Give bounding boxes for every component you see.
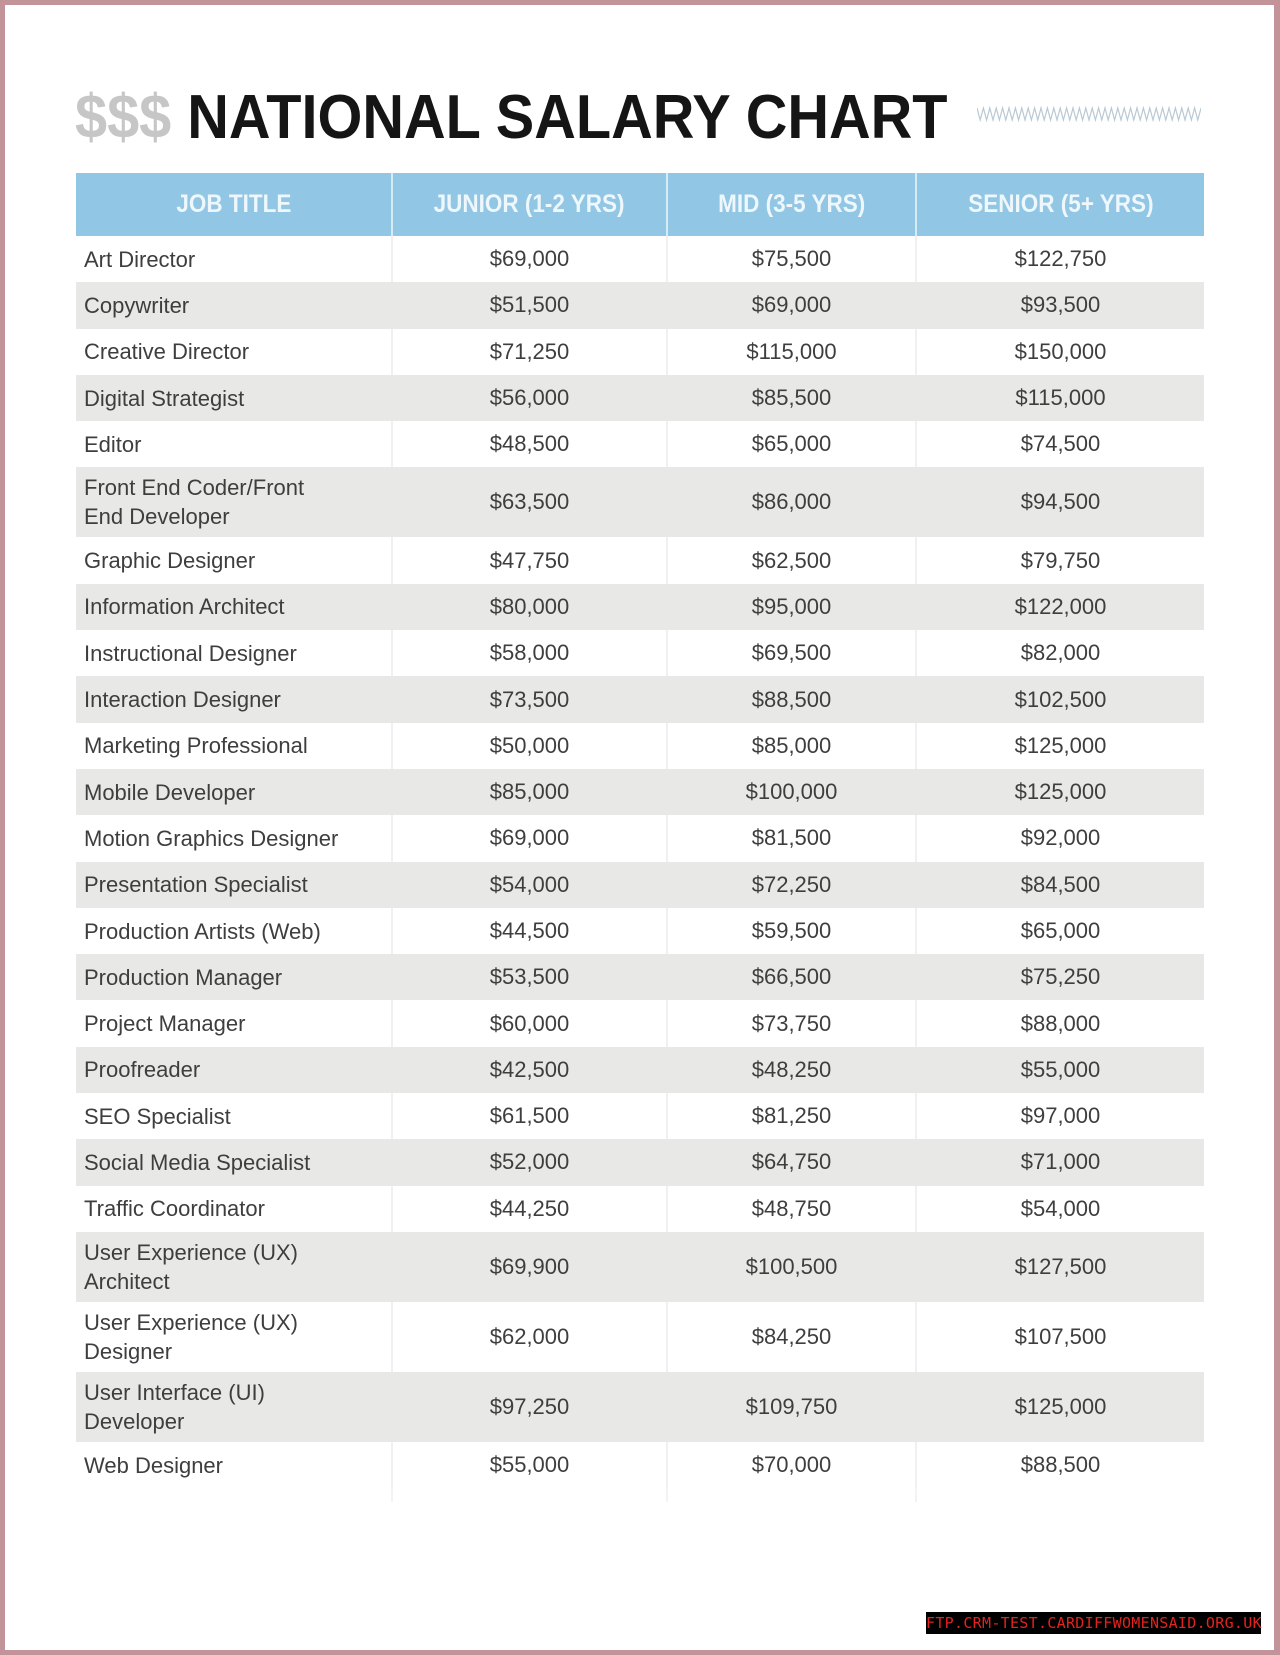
senior-salary-cell-text: $82,000 [1020, 640, 1101, 666]
mid-salary-cell [668, 1139, 917, 1185]
senior-salary-cell-text: $74,500 [1020, 431, 1101, 457]
mid-salary-cell-text: $70,000 [751, 1452, 832, 1478]
job-title-cell-text: Traffic Coordinator [84, 1196, 265, 1222]
senior-salary-cell [917, 1186, 1204, 1232]
junior-salary-cell [393, 1139, 668, 1185]
table-tail [76, 1488, 1204, 1502]
mid-salary-cell-text: $85,500 [751, 385, 832, 411]
senior-salary-cell [917, 537, 1204, 583]
job-title-cell [76, 1186, 393, 1232]
table-row [76, 1139, 1204, 1185]
salary-table [76, 173, 1204, 1502]
senior-salary-cell-text: $125,000 [1014, 732, 1107, 758]
table-row [76, 329, 1204, 375]
senior-salary-cell [917, 375, 1204, 421]
header-label: SENIOR (5+ YRS) [967, 190, 1154, 218]
header-label: JUNIOR (1-2 YRS) [434, 190, 625, 218]
senior-salary-cell [917, 1372, 1204, 1442]
mid-salary-cell-text: $65,000 [751, 431, 832, 457]
junior-salary-cell-text: $97,250 [489, 1393, 570, 1419]
table-row [76, 1442, 1204, 1488]
senior-salary-cell [917, 282, 1204, 328]
senior-salary-cell-text: $93,500 [1020, 292, 1101, 318]
tail-cell [917, 1488, 1204, 1502]
mid-salary-cell-text: $75,500 [751, 246, 832, 272]
senior-salary-cell [917, 421, 1204, 467]
mid-salary-cell [668, 1442, 917, 1488]
decorative-zigzag-icon [977, 106, 1201, 122]
mid-salary-cell-text: $48,250 [751, 1056, 832, 1082]
senior-salary-cell-text: $75,250 [1020, 964, 1101, 990]
title-text: NATIONAL SALARY CHART [187, 83, 948, 152]
mid-salary-cell [668, 236, 917, 282]
junior-salary-cell [393, 862, 668, 908]
junior-salary-cell-text: $51,500 [489, 292, 570, 318]
senior-salary-cell [917, 908, 1204, 954]
junior-salary-cell-text: $61,500 [489, 1103, 570, 1129]
job-title-cell [76, 815, 393, 861]
senior-salary-cell [917, 1139, 1204, 1185]
junior-salary-cell [393, 908, 668, 954]
senior-salary-cell-text: $125,000 [1014, 1393, 1107, 1419]
junior-salary-cell [393, 236, 668, 282]
job-title-cell [76, 908, 393, 954]
senior-salary-cell-text: $127,500 [1014, 1253, 1107, 1279]
job-title-cell [76, 1442, 393, 1488]
junior-salary-cell-text: $48,500 [489, 431, 570, 457]
table-row [76, 537, 1204, 583]
table-row [76, 769, 1204, 815]
junior-salary-cell [393, 769, 668, 815]
junior-salary-cell-text: $60,000 [489, 1010, 570, 1036]
junior-salary-cell-text: $69,000 [489, 825, 570, 851]
page [5, 5, 1274, 1650]
junior-salary-cell-text: $50,000 [489, 732, 570, 758]
header-senior [917, 173, 1204, 236]
job-title-cell-text: Instructional Designer [84, 640, 297, 666]
senior-salary-cell [917, 1000, 1204, 1046]
job-title-cell-text: Interaction Designer [84, 687, 281, 713]
mid-salary-cell [668, 815, 917, 861]
job-title-cell [76, 537, 393, 583]
mid-salary-cell [668, 908, 917, 954]
mid-salary-cell [668, 421, 917, 467]
table-row [76, 1372, 1204, 1442]
junior-salary-cell-text: $47,750 [489, 547, 570, 573]
job-title-cell-text: SEO Specialist [84, 1103, 231, 1129]
senior-salary-cell [917, 630, 1204, 676]
senior-salary-cell-text: $54,000 [1020, 1195, 1101, 1221]
senior-salary-cell [917, 1047, 1204, 1093]
junior-salary-cell [393, 1372, 668, 1442]
senior-salary-cell [917, 1302, 1204, 1372]
job-title-cell-text: User Interface (UI) Developer [84, 1379, 265, 1434]
mid-salary-cell [668, 537, 917, 583]
junior-salary-cell-text: $85,000 [489, 779, 570, 805]
watermark-url: FTP.CRM-TEST.CARDIFFWOMENSAID.ORG.UK [926, 1614, 1262, 1632]
senior-salary-cell [917, 723, 1204, 769]
table-header [76, 173, 1204, 236]
mid-salary-cell [668, 954, 917, 1000]
junior-salary-cell-text: $71,250 [489, 338, 570, 364]
junior-salary-cell-text: $54,000 [489, 871, 570, 897]
table-row [76, 236, 1204, 282]
mid-salary-cell-text: $84,250 [751, 1323, 832, 1349]
tail-cell [393, 1488, 668, 1502]
mid-salary-cell [668, 769, 917, 815]
header-label: MID (3-5 YRS) [717, 190, 866, 218]
junior-salary-cell [393, 467, 668, 537]
job-title-cell [76, 1372, 393, 1442]
job-title-cell [76, 375, 393, 421]
table-row [76, 630, 1204, 676]
job-title-cell [76, 676, 393, 722]
mid-salary-cell-text: $69,500 [751, 640, 832, 666]
mid-salary-cell-text: $85,000 [751, 732, 832, 758]
junior-salary-cell-text: $69,000 [489, 246, 570, 272]
job-title-cell-text: Mobile Developer [84, 779, 256, 805]
table-row [76, 1093, 1204, 1139]
senior-salary-cell-text: $79,750 [1020, 547, 1101, 573]
mid-salary-cell [668, 1000, 917, 1046]
job-title-cell-text: Web Designer [84, 1452, 223, 1478]
job-title-cell-text: Art Director [84, 246, 196, 272]
mid-salary-cell-text: $59,500 [751, 918, 832, 943]
senior-salary-cell-text: $65,000 [1020, 918, 1101, 943]
mid-salary-cell [668, 584, 917, 630]
junior-salary-cell [393, 537, 668, 583]
junior-salary-cell-text: $56,000 [489, 385, 570, 411]
table-row [76, 584, 1204, 630]
senior-salary-cell-text: $102,500 [1014, 686, 1107, 712]
mid-salary-cell [668, 329, 917, 375]
job-title-cell [76, 1139, 393, 1185]
junior-salary-cell [393, 1093, 668, 1139]
junior-salary-cell [393, 282, 668, 328]
mid-salary-cell-text: $81,250 [751, 1103, 832, 1129]
junior-salary-cell [393, 1442, 668, 1488]
job-title-cell-text: Project Manager [84, 1011, 246, 1037]
senior-salary-cell-text: $122,000 [1014, 593, 1107, 619]
job-title-cell [76, 467, 393, 537]
senior-salary-cell-text: $115,000 [1015, 385, 1106, 411]
job-title-cell [76, 282, 393, 328]
junior-salary-cell-text: $53,500 [489, 964, 570, 990]
job-title-cell-text: Copywriter [84, 292, 190, 318]
mid-salary-cell [668, 282, 917, 328]
job-title-cell [76, 421, 393, 467]
senior-salary-cell-text: $88,500 [1020, 1452, 1101, 1478]
mid-salary-cell-text: $86,000 [751, 489, 832, 515]
senior-salary-cell-text: $71,000 [1020, 1149, 1101, 1175]
job-title-cell [76, 329, 393, 375]
junior-salary-cell-text: $42,500 [489, 1056, 570, 1082]
job-title-cell-text: Digital Strategist [84, 385, 245, 411]
job-title-cell [76, 1302, 393, 1372]
mid-salary-cell [668, 1232, 917, 1302]
job-title-cell-text: Social Media Specialist [84, 1149, 311, 1175]
junior-salary-cell-text: $80,000 [489, 593, 570, 619]
header-job-title [76, 173, 393, 236]
job-title-cell [76, 723, 393, 769]
junior-salary-cell [393, 1000, 668, 1046]
mid-salary-cell-text: $64,750 [751, 1149, 832, 1175]
mid-salary-cell-text: $81,500 [751, 825, 832, 851]
header-mid [668, 173, 917, 236]
senior-salary-cell [917, 329, 1204, 375]
mid-salary-cell [668, 1093, 917, 1139]
table-row [76, 723, 1204, 769]
senior-salary-cell [917, 467, 1204, 537]
tail-cell [668, 1488, 917, 1502]
junior-salary-cell [393, 584, 668, 630]
senior-salary-cell-text: $150,000 [1014, 338, 1107, 364]
job-title-cell-text: Information Architect [84, 594, 285, 620]
mid-salary-cell [668, 1302, 917, 1372]
senior-salary-cell [917, 1232, 1204, 1302]
header-junior [393, 173, 668, 236]
table-row [76, 1186, 1204, 1232]
mid-salary-cell-text: $115,000 [746, 338, 837, 364]
job-title-cell-text: User Experience (UX) Architect [84, 1239, 298, 1294]
tail-cell [76, 1488, 393, 1502]
senior-salary-cell [917, 676, 1204, 722]
table-row [76, 467, 1204, 537]
junior-salary-cell-text: $73,500 [489, 686, 570, 712]
job-title-cell [76, 584, 393, 630]
mid-salary-cell-text: $109,750 [745, 1393, 838, 1419]
job-title-cell [76, 1000, 393, 1046]
mid-salary-cell-text: $100,500 [745, 1253, 838, 1279]
mid-salary-cell-text: $88,500 [751, 686, 832, 712]
table-row [76, 862, 1204, 908]
junior-salary-cell-text: $55,000 [489, 1452, 570, 1478]
mid-salary-cell-text: $100,000 [745, 779, 838, 805]
mid-salary-cell [668, 1372, 917, 1442]
table-row [76, 1000, 1204, 1046]
junior-salary-cell-text: $52,000 [489, 1149, 570, 1175]
mid-salary-cell-text: $73,750 [751, 1010, 832, 1036]
job-title-cell-text: Presentation Specialist [84, 872, 308, 898]
title-dollar-signs: $$$ [75, 83, 172, 152]
junior-salary-cell [393, 421, 668, 467]
job-title-cell [76, 1093, 393, 1139]
job-title-cell-text: Graphic Designer [84, 548, 256, 574]
junior-salary-cell [393, 723, 668, 769]
senior-salary-cell [917, 954, 1204, 1000]
header-label: JOB TITLE [175, 190, 292, 218]
senior-salary-cell [917, 236, 1204, 282]
junior-salary-cell [393, 375, 668, 421]
senior-salary-cell-text: $88,000 [1020, 1010, 1101, 1036]
senior-salary-cell [917, 815, 1204, 861]
job-title-cell [76, 769, 393, 815]
senior-salary-cell-text: $97,000 [1020, 1103, 1101, 1129]
mid-salary-cell-text: $48,750 [751, 1195, 832, 1221]
senior-salary-cell-text: $107,500 [1014, 1323, 1107, 1349]
job-title-cell-text: Editor [84, 431, 142, 457]
senior-salary-cell-text: $125,000 [1014, 779, 1107, 805]
senior-salary-cell-text: $55,000 [1020, 1056, 1101, 1082]
job-title-cell [76, 1047, 393, 1093]
mid-salary-cell [668, 723, 917, 769]
job-title-cell [76, 1232, 393, 1302]
junior-salary-cell-text: $44,500 [489, 918, 570, 943]
junior-salary-cell-text: $63,500 [489, 489, 570, 515]
mid-salary-cell [668, 676, 917, 722]
table-row [76, 815, 1204, 861]
mid-salary-cell [668, 1186, 917, 1232]
junior-salary-cell [393, 815, 668, 861]
table-row [76, 954, 1204, 1000]
mid-salary-cell-text: $72,250 [751, 871, 832, 897]
mid-salary-cell-text: $66,500 [751, 964, 832, 990]
job-title-cell-text: Motion Graphics Designer [84, 825, 339, 851]
mid-salary-cell [668, 630, 917, 676]
job-title-cell [76, 862, 393, 908]
junior-salary-cell-text: $58,000 [489, 640, 570, 666]
senior-salary-cell-text: $122,750 [1014, 246, 1107, 272]
mid-salary-cell [668, 467, 917, 537]
table-row [76, 676, 1204, 722]
table-row [76, 375, 1204, 421]
table-row [76, 908, 1204, 954]
job-title-cell-text: Front End Coder/Front End Developer [84, 475, 305, 530]
junior-salary-cell-text: $62,000 [489, 1323, 570, 1349]
mid-salary-cell [668, 1047, 917, 1093]
table-row [76, 282, 1204, 328]
page-title [75, 85, 947, 151]
senior-salary-cell-text: $92,000 [1020, 825, 1101, 851]
mid-salary-cell [668, 375, 917, 421]
senior-salary-cell [917, 1442, 1204, 1488]
job-title-cell [76, 236, 393, 282]
junior-salary-cell [393, 1186, 668, 1232]
junior-salary-cell [393, 329, 668, 375]
junior-salary-cell-text: $69,900 [489, 1253, 570, 1279]
job-title-cell-text: User Experience (UX) Designer [84, 1309, 298, 1364]
job-title-cell-text: Production Artists (Web) [84, 918, 321, 944]
senior-salary-cell-text: $94,500 [1020, 489, 1101, 515]
table-row [76, 1232, 1204, 1302]
job-title-cell-text: Production Manager [84, 964, 283, 990]
junior-salary-cell [393, 1047, 668, 1093]
junior-salary-cell [393, 676, 668, 722]
mid-salary-cell-text: $62,500 [751, 547, 832, 573]
job-title-cell-text: Marketing Professional [84, 733, 308, 759]
junior-salary-cell [393, 954, 668, 1000]
job-title-cell [76, 630, 393, 676]
job-title-cell-text: Creative Director [84, 339, 250, 365]
junior-salary-cell [393, 1232, 668, 1302]
senior-salary-cell [917, 584, 1204, 630]
senior-salary-cell [917, 862, 1204, 908]
senior-salary-cell [917, 769, 1204, 815]
table-row [76, 1302, 1204, 1372]
junior-salary-cell [393, 630, 668, 676]
mid-salary-cell [668, 862, 917, 908]
job-title-cell [76, 954, 393, 1000]
senior-salary-cell-text: $84,500 [1020, 871, 1101, 897]
table-row [76, 421, 1204, 467]
junior-salary-cell-text: $44,250 [489, 1195, 570, 1221]
job-title-cell-text: Proofreader [84, 1057, 201, 1083]
mid-salary-cell-text: $69,000 [751, 292, 832, 318]
junior-salary-cell [393, 1302, 668, 1372]
table-row [76, 1047, 1204, 1093]
table-body [76, 236, 1204, 1488]
mid-salary-cell-text: $95,000 [751, 593, 832, 619]
senior-salary-cell [917, 1093, 1204, 1139]
